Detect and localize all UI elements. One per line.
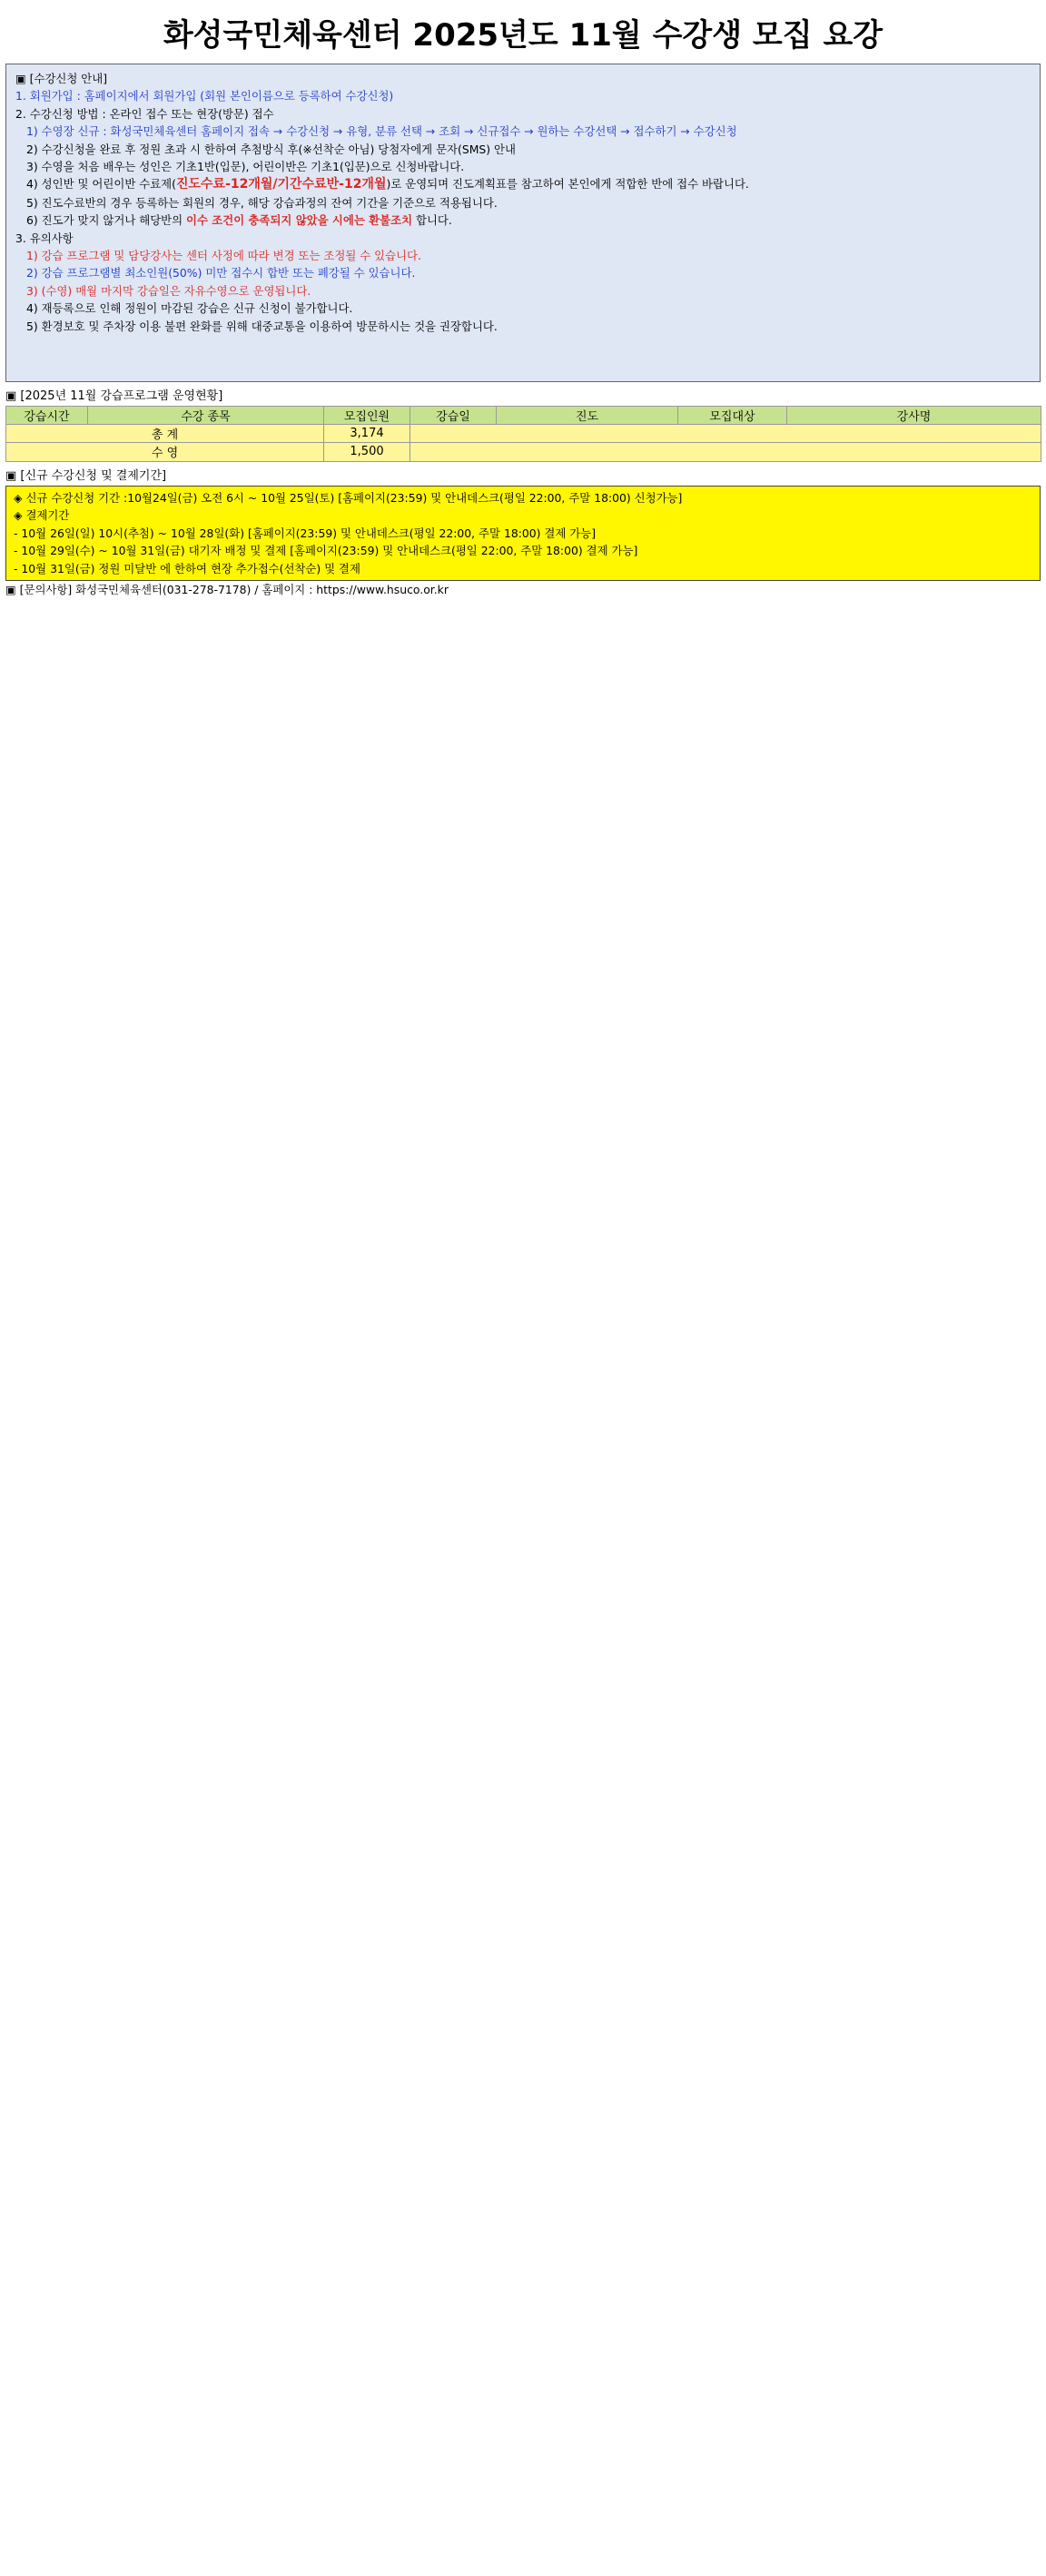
notice-line: - 10월 31일(금) 정원 미달반 에 한하여 현장 추가접수(선착순) 및 결제 — [14, 561, 360, 575]
table-header-row — [6, 407, 1041, 425]
table-title: ▣ [2025년 11월 강습프로그램 운영현황] — [5, 389, 223, 403]
header-cell: 수강 종목 — [88, 407, 324, 425]
notice-line: - 10월 26일(일) 10시(추첨) ~ 10월 28일(화) [홈페이지(23:59) 및 안내데스크(평일 22:00, 주말 18:00) 결제 가능] — [14, 526, 597, 540]
info-line: 5) 환경보호 및 주차장 이용 불편 완화를 위해 대중교통을 이용하여 방문하시는 것을 권장합니다. — [26, 319, 498, 333]
info-line: 1) 강습 프로그램 및 담당강사는 센터 사정에 따라 변경 또는 조정될 수 있습니다. — [26, 249, 421, 263]
info-line: 3) (수영) 매월 마지막 강습일은 자유수영으로 운영됩니다. — [26, 283, 311, 298]
info-line: 2) 수강신청을 완료 후 정원 초과 시 한하여 추첨방식 후(※선착순 아님) 당첨자에게 문자(SMS) 안내 — [26, 142, 516, 156]
info-line: 6) 진도가 맞지 않거나 해당반의 이수 조건이 충족되지 않았을 시에는 환불조치 합니다. — [26, 213, 452, 228]
swim-total-row: 수 영 1,500 — [6, 443, 1041, 461]
notice-line: ◈ 결제기간 — [14, 508, 70, 523]
total-row: 총 계 3,174 — [6, 425, 1041, 443]
info-line: 4) 성인반 및 어린이반 수료제(진도수료-12개월/기간수료반-12개월)로 운영되며 진도계획표를 참고하여 본인에게 적합한 반에 접수 바랍니다. — [26, 177, 749, 192]
header-cell: 강습일 — [410, 407, 497, 425]
info-line: 4) 재등록으로 인해 정원이 마감된 강습은 신규 신청이 불가합니다. — [26, 301, 353, 316]
info-line: 2. 수강신청 방법 : 온라인 접수 또는 현장(방문) 접수 — [15, 106, 274, 121]
header-cell: 모집인원 — [324, 407, 410, 425]
info-line: 3) 수영을 처음 배우는 성인은 기초1반(입문), 어린이반은 기초1(입문)으로 신청바랍니다. — [26, 160, 465, 174]
registration-info-box — [5, 64, 1041, 382]
info-heading: ▣ [수강신청 안내] — [15, 72, 108, 85]
page-title: 화성국민체육센터 2025년도 11월 수강생 모집 요강 — [163, 16, 883, 54]
header-cell: 진도 — [497, 407, 678, 425]
notice-line: ◈ 신규 수강신청 기간 :10월24일(금) 오전 6시 ~ 10월 25일(토) [홈페이지(23:59) 및 안내데스크(평일 22:00, 주말 18:00) 신청가능] — [14, 490, 683, 505]
notice-box — [5, 486, 1041, 581]
contact-footer: ▣ [문의사항] 화성국민체육센터(031-278-7178) / 홈페이지 : https://www.hsuco.or.kr — [5, 582, 449, 596]
notice-line: - 10월 29일(수) ~ 10월 31일(금) 대기자 배정 및 결제 [홈페이지(23:59) 및 안내데스크(평일 22:00, 주말 18:00) 결제 가능] — [14, 544, 638, 558]
header-cell: 강사명 — [787, 407, 1041, 425]
info-line: 1) 수영장 신규 : 화성국민체육센터 홈페이지 접속 → 수강신청 → 유형, 분류 선택 → 조회 → 신규접수 → 원하는 수강선택 → 접수하기 → 수강신청 — [26, 124, 737, 139]
program-table — [5, 406, 1041, 462]
info-line: 1. 회원가입 : 홈페이지에서 회원가입 (회원 본인이름으로 등록하여 수강신청) — [15, 89, 394, 103]
info-line: 2) 강습 프로그램별 최소인원(50%) 미만 접수시 합반 또는 폐강될 수 있습니다. — [26, 266, 416, 280]
page — [5, 0, 1041, 599]
header-cell: 강습시간 — [6, 407, 88, 425]
info-line: 3. 유의사항 — [15, 231, 74, 245]
info-line: 5) 진도수료반의 경우 등록하는 회원의 경우, 해당 강습과정의 잔여 기간을 기준으로 적용됩니다. — [26, 195, 498, 210]
notice-title: ▣ [신규 수강신청 및 결제기간] — [5, 468, 167, 483]
header-cell: 모집대상 — [678, 407, 787, 425]
